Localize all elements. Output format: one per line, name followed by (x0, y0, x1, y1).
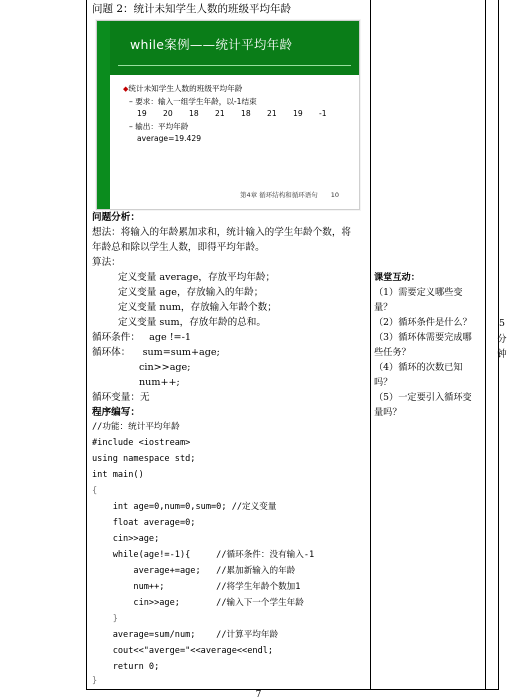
slide-side-bar (97, 21, 110, 209)
slide-number: 21 (267, 109, 277, 119)
code-line: average+=age; //累加新输入的年龄 (92, 566, 296, 576)
algorithm-step: 定义变量 num，存放输入年龄个数； (118, 302, 277, 313)
code-line: cout<<"averge="<<average<<endl; (92, 646, 274, 656)
interaction-column (374, 270, 486, 420)
slide-output-value: average=19.429 (137, 134, 202, 144)
slide-footer: 第4章 循环结构和循环语句 10 (240, 191, 339, 199)
code-line: using namespace std; (92, 454, 196, 464)
algorithm-step: 定义变量 sum，存放年龄的总和。 (118, 317, 266, 328)
loop-condition: 循环条件： age !=-1 (92, 332, 191, 343)
code-line: int main() (92, 470, 144, 480)
code-line: { (92, 486, 98, 496)
code-line: //功能：统计平均年龄 (92, 422, 180, 432)
interaction-item: （4）循环的次数已知 (374, 362, 463, 373)
analysis-line: 想法：将输入的年龄累加求和，统计输入的学生年龄个数，将 (92, 227, 352, 238)
analysis-line: 算法： (92, 257, 121, 268)
slide-bullet-text: 统计未知学生人数的班级平均年龄 (128, 84, 243, 93)
interaction-item: （2）循环条件是什么？ (374, 317, 472, 328)
slide-number: -1 (319, 109, 327, 119)
slide-requirement: – 要求：输入一组学生年龄，以-1结束 (129, 96, 257, 106)
program-title: 程序编写： (92, 407, 140, 418)
slide-number: 21 (215, 109, 225, 119)
minutes-char: 钟 (497, 349, 507, 360)
slide-header (110, 21, 359, 75)
analysis-title: 问题分析： (92, 212, 140, 223)
loop-variable: 循环变量：无 (92, 392, 150, 403)
code-line: } (92, 676, 98, 686)
loop-body-line: num++; (139, 377, 180, 388)
slide-header-rule (118, 65, 351, 66)
slide-number: 18 (189, 109, 199, 119)
diamond-bullet-icon: ◆ (123, 85, 129, 93)
code-line: num++; //将学生年龄个数加1 (92, 582, 301, 592)
interaction-item: （5）一定要引入循环变 (374, 392, 472, 403)
analysis-line: 年龄总和除以学生人数，即得平均年龄。 (92, 242, 265, 253)
minutes-number: 5 (499, 318, 505, 329)
loop-body: 循环体： sum=sum+age; (92, 347, 220, 358)
problem-title: 问题 2：统计未知学生人数的班级平均年龄 (92, 3, 292, 15)
minutes-char: 分 (497, 333, 507, 345)
slide-number: 19 (137, 109, 147, 119)
embedded-slide-image (96, 20, 360, 210)
algorithm-step: 定义变量 age，存放输入的年龄； (118, 287, 264, 298)
slide-numbers (123, 108, 345, 121)
slide-body (123, 83, 345, 146)
slide-number: 20 (163, 109, 173, 119)
code-line: average=sum/num; //计算平均年龄 (92, 630, 279, 640)
code-line: #include <iostream> (92, 438, 191, 448)
interaction-item: （1）需要定义哪些变 (374, 287, 463, 298)
code-line: cin>>age; //输入下一个学生年龄 (92, 598, 304, 608)
page-number: 7 (255, 690, 262, 700)
interaction-item: 吗？ (374, 377, 393, 388)
algorithm-step: 定义变量 average，存放平均年龄； (118, 272, 276, 283)
slide-number: 18 (241, 109, 251, 119)
code-line: int age=0,num=0,sum=0; //定义变量 (92, 502, 277, 512)
interaction-heading: 课堂互动： (374, 272, 420, 283)
slide-output-label: – 输出：平均年龄 (129, 121, 189, 131)
interaction-item: 量？ (374, 302, 393, 313)
interaction-item: （3）循环体需要完成哪 (374, 332, 472, 343)
slide-title: while案例——统计平均年龄 (130, 37, 293, 52)
interaction-item: 量吗？ (374, 407, 402, 418)
time-allocation (493, 316, 511, 363)
code-line: float average=0; (92, 518, 196, 528)
code-line: return 0; (92, 662, 160, 672)
column-divider-1 (370, 0, 371, 690)
code-line: } (92, 614, 118, 624)
slide-number: 19 (293, 109, 303, 119)
content-column (92, 0, 368, 16)
code-line: cin>>age; (92, 534, 160, 544)
loop-body-line: cin>>age; (139, 362, 191, 373)
code-line: while(age!=-1){ //循环条件：没有输入-1 (92, 550, 315, 560)
interaction-item: 些任务？ (374, 347, 411, 358)
